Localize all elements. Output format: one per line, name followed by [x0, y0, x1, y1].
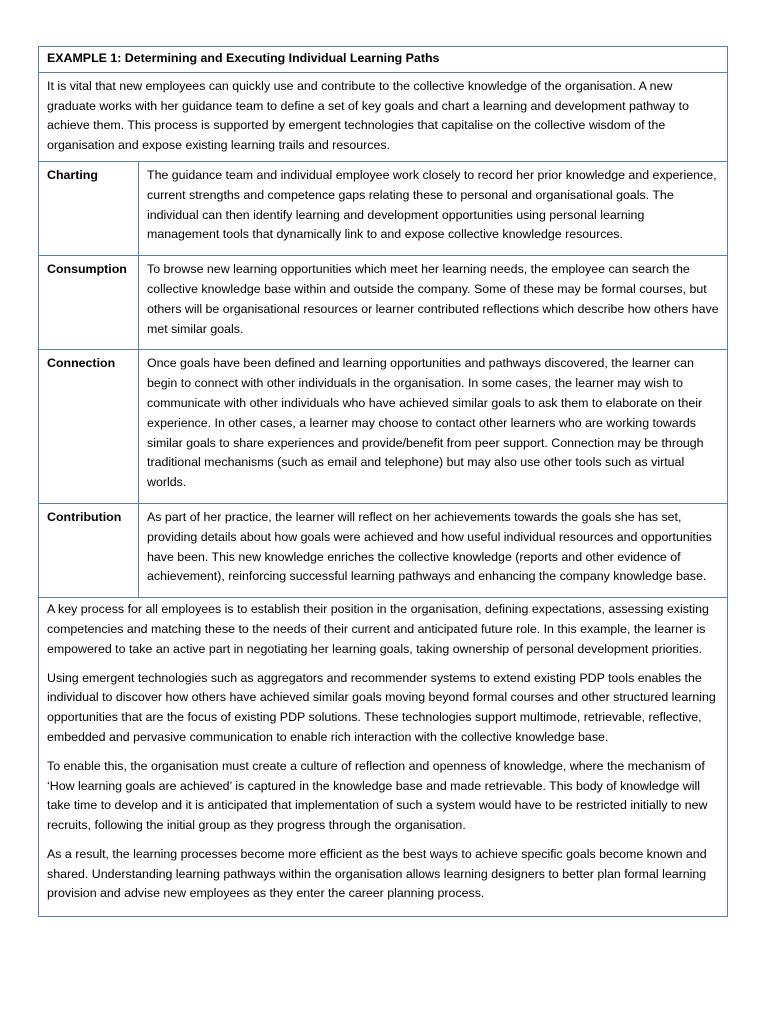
row-label: Connection: [39, 350, 139, 504]
intro-row: [39, 72, 728, 161]
table-row-contribution: [39, 503, 728, 597]
row-label: Consumption: [39, 256, 139, 350]
row-text: To browse new learning opportunities which meet her learning needs, the employee can search the collective knowledge base within and outside the company. Some of these may be formal courses, but others will be organisational resources or learner contributed reflections which describe how others have met similar goals.: [139, 256, 728, 350]
intro-text: It is vital that new employees can quickly use and contribute to the collective knowledge of the organisation. A new graduate works with her guidance team to define a set of key goals and chart a learning and development pathway to achieve them. This process is supported by emergent technologies that capitalise on the collective wisdom of the organisation and expose existing learning trails and resources.: [39, 72, 728, 161]
row-text: Once goals have been defined and learning opportunities and pathways discovered, the learner can begin to connect with other individuals in the organisation. In some cases, the learner may wish to communicate with other individuals who have achieved similar goals to ask them to elaborate on their experience. In other cases, a learner may choose to contact other learners who are working towards similar goals to share experiences and provide/benefit from peer support. Connection may be through traditional mechanisms (such as email and telephone) but may also use other tools such as virtual worlds.: [139, 350, 728, 504]
table-row-consumption: [39, 256, 728, 350]
paragraph: A key process for all employees is to establish their position in the organisation, defining expectations, assessing existing competencies and matching these to the needs of their current and anticipated future role. In this example, the learner is empowered to take an active part in negotiating her learning goals, taking ownership of personal development priorities.: [47, 602, 709, 656]
paragraph: Using emergent technologies such as aggregators and recommender systems to extend existing PDP tools enables the individual to discover how others have achieved similar goals moving beyond formal courses and other structured learning opportunities that are the focus of existing PDP solutions. These technologies support multimode, retrievable, reflective, embedded and pervasive communication to enable rich interaction with the collective knowledge base.: [47, 670, 716, 744]
row-text: As part of her practice, the learner will reflect on her achievements towards the goals she has set, providing details about how goals were achieved and how useful individual resources and opportunities have been. This new knowledge enriches the collective knowledge (reports and other evidence of achievement), reinforcing successful learning pathways and enhancing the company knowledge base.: [139, 503, 728, 597]
table-row-charting: [39, 161, 728, 255]
title-row: [39, 47, 728, 73]
row-text: The guidance team and individual employee work closely to record her prior knowledge and experience, current strengths and competence gaps relating these to personal and organisational goals. The individual can then identify learning and development opportunities using personal learning management tools that dynamically link to and expose collective knowledge resources.: [139, 161, 728, 255]
row-label: Charting: [39, 161, 139, 255]
paragraph: As a result, the learning processes become more efficient as the best ways to achieve specific goals become known and shared. Understanding learning pathways within the organisation allows learning designers to better plan formal learning provision and advise new employees as they enter the career planning process.: [47, 846, 707, 901]
example-table: [38, 46, 728, 917]
example-title: EXAMPLE 1: Determining and Executing Individual Learning Paths: [39, 47, 728, 73]
discussion-row: [39, 598, 728, 917]
paragraph: To enable this, the organisation must create a culture of reflection and openness of knowledge, where the mechanism of ‘How learning goals are achieved’ is captured in the knowledge base and made retrievable. This body of knowledge will take time to develop and it is anticipated that implementation of such a system would have to be restricted initially to new recruits, following the initial group as they progress through the organisation.: [47, 758, 708, 833]
discussion-body: [39, 598, 728, 917]
table-row-connection: [39, 350, 728, 504]
row-label: Contribution: [39, 503, 139, 597]
